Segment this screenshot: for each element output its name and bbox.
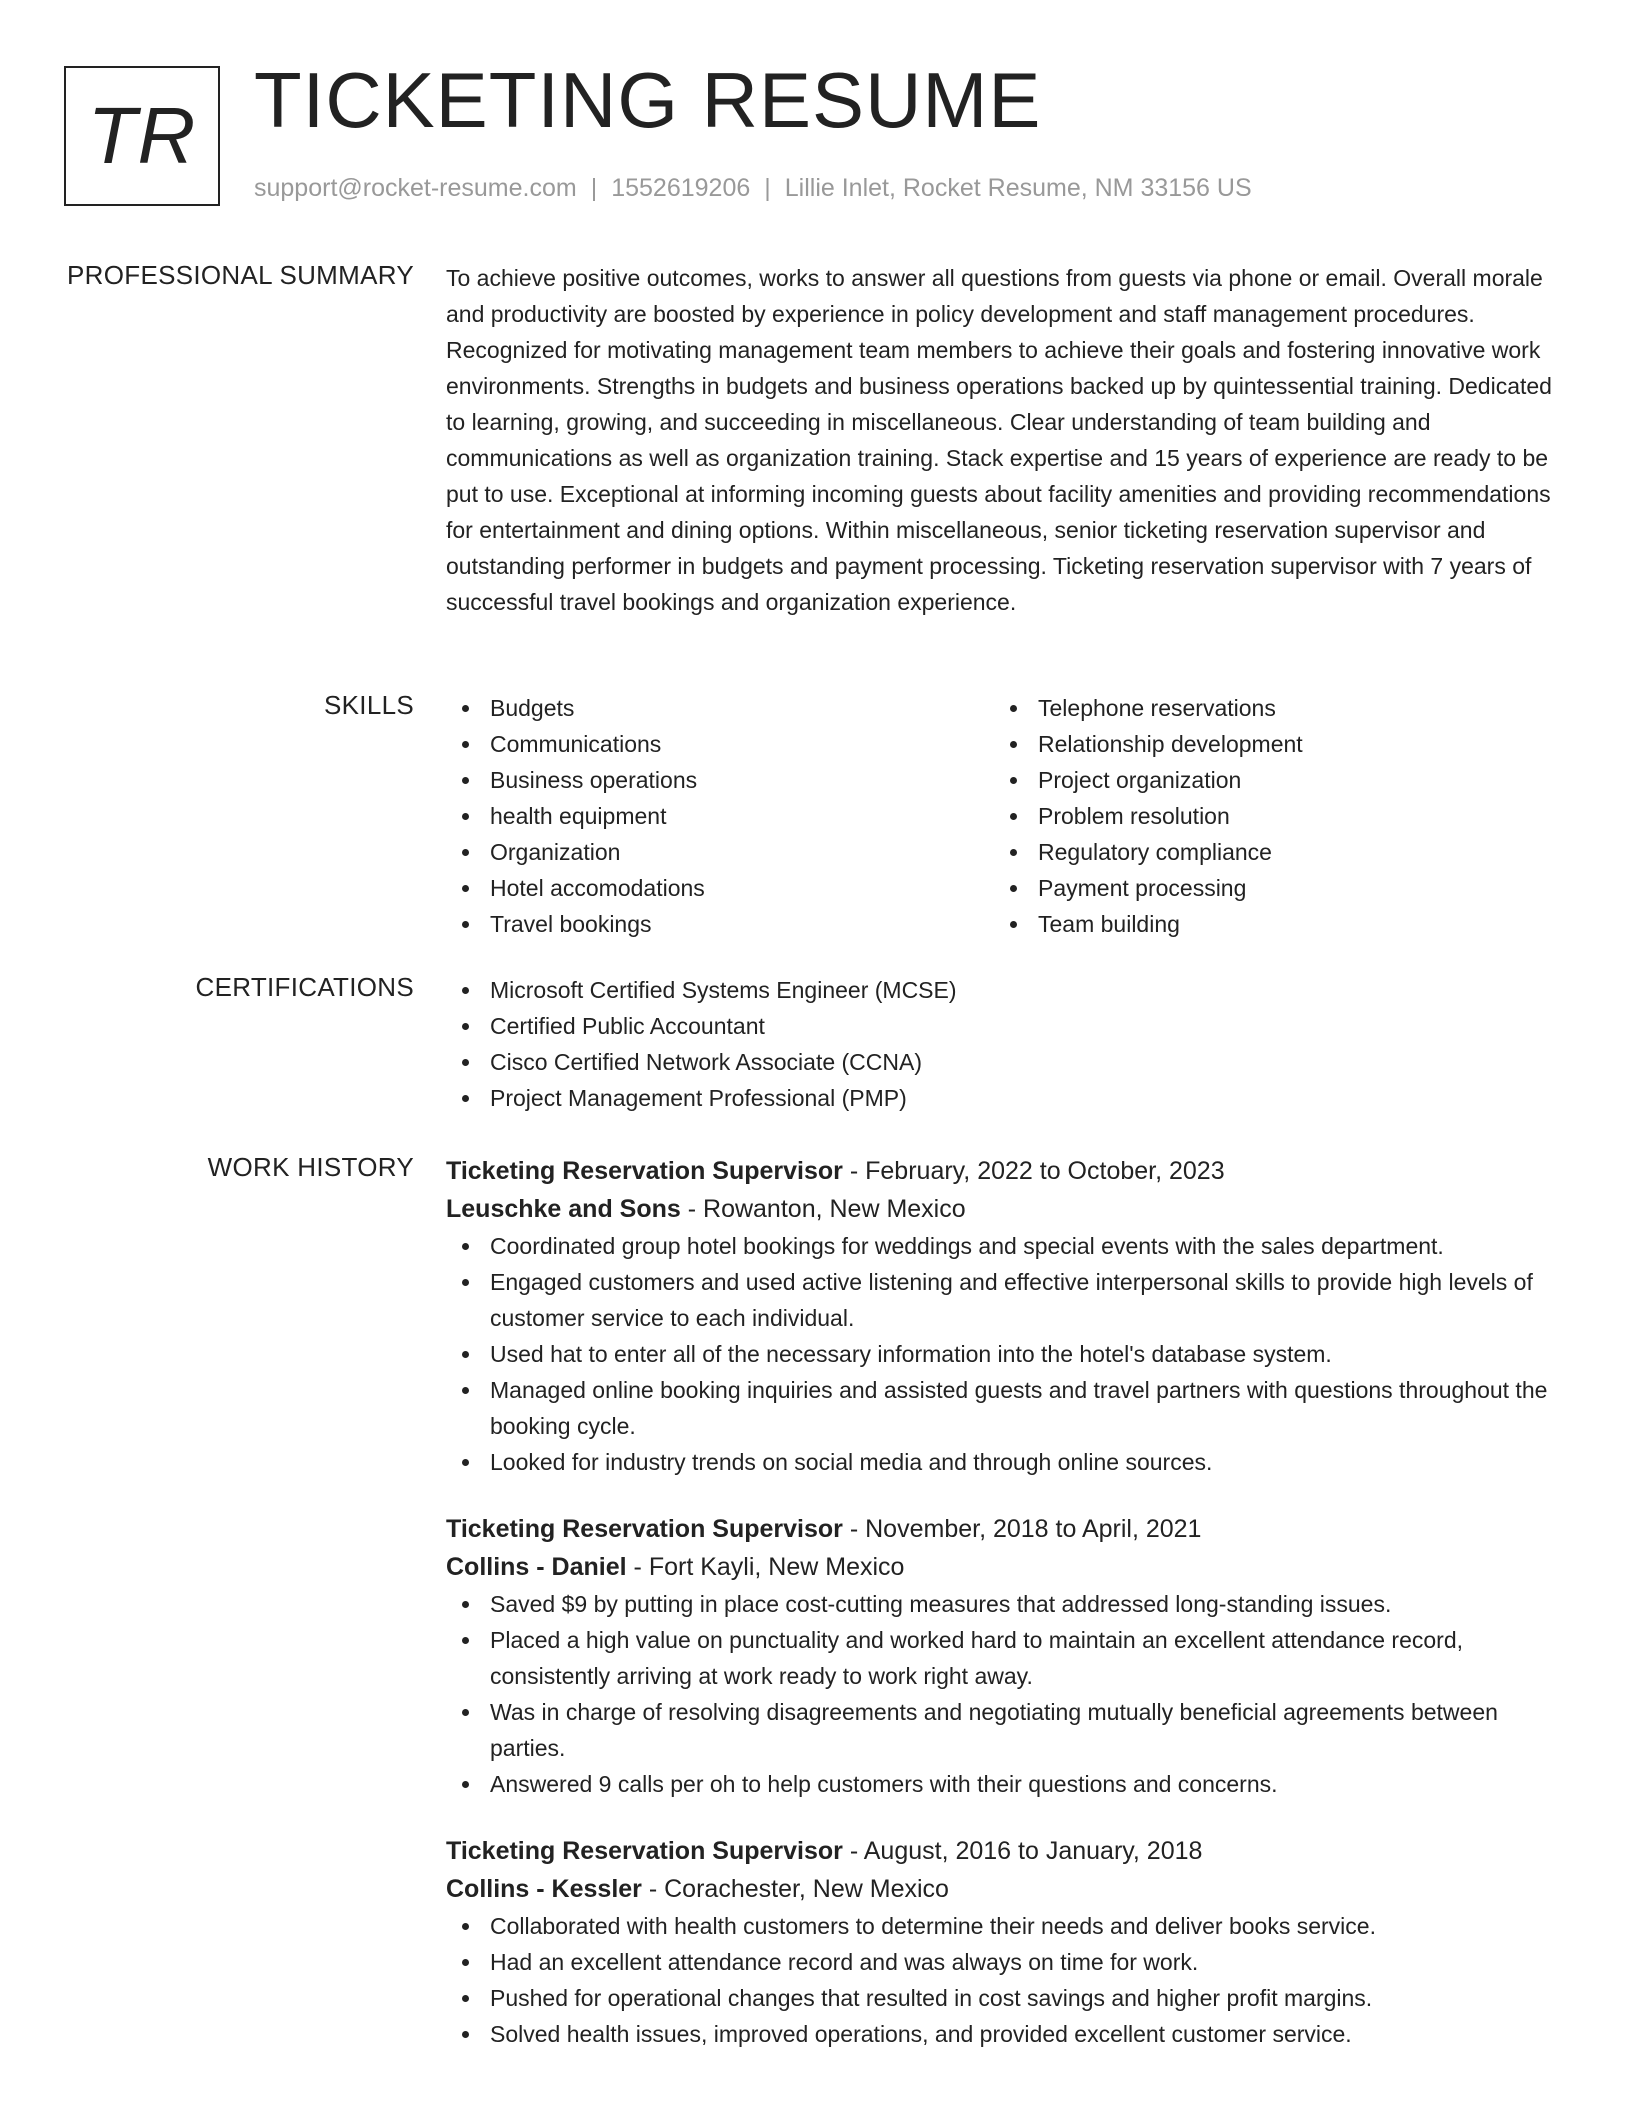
skill-item: Team building — [994, 906, 1542, 942]
skill-item: Business operations — [446, 762, 994, 798]
skill-item: Payment processing — [994, 870, 1542, 906]
job-bullet: Had an excellent attendance record and was always on time for work. — [446, 1944, 1566, 1980]
job-title: Ticketing Reservation Supervisor — [446, 1515, 843, 1543]
job-company: Leuschke and Sons — [446, 1195, 681, 1223]
certification-item: Cisco Certified Network Associate (CCNA) — [446, 1044, 1566, 1080]
job-company: Collins - Kessler — [446, 1875, 642, 1903]
job-dates: - February, 2022 to October, 2023 — [849, 1157, 1225, 1185]
skills-column-left — [446, 690, 994, 942]
job-title: Ticketing Reservation Supervisor — [446, 1837, 843, 1865]
job-entry — [446, 1832, 1566, 2052]
monogram-box — [64, 66, 220, 206]
section-label-certifications: CERTIFICATIONS — [195, 972, 414, 1002]
job-location: - Fort Kayli, New Mexico — [633, 1553, 905, 1581]
skill-item: Problem resolution — [994, 798, 1542, 834]
contact-address: Lillie Inlet, Rocket Resume, NM 33156 US — [784, 174, 1252, 202]
job-company-line — [446, 1870, 1566, 1908]
job-bullet: Coordinated group hotel bookings for weddings and special events with the sales department. — [446, 1228, 1566, 1264]
job-company-line — [446, 1548, 1566, 1586]
job-bullet: Placed a high value on punctuality and worked hard to maintain an excellent attendance record, consistently arriving at work ready to work right away. — [446, 1622, 1566, 1694]
job-bullet: Saved $9 by putting in place cost-cutting measures that addressed long-standing issues. — [446, 1586, 1566, 1622]
certification-item: Certified Public Accountant — [446, 1008, 1566, 1044]
job-entry — [446, 1152, 1566, 1480]
contact-phone: 1552619206 — [611, 174, 751, 202]
job-title-line — [446, 1152, 1566, 1190]
job-dates: - November, 2018 to April, 2021 — [849, 1515, 1202, 1543]
section-label-work-history: WORK HISTORY — [207, 1152, 414, 1182]
skill-item: Budgets — [446, 690, 994, 726]
skills-column-right — [994, 690, 1542, 942]
contact-separator: | — [590, 174, 598, 202]
skill-item: Regulatory compliance — [994, 834, 1542, 870]
summary-text: To achieve positive outcomes, works to answer all questions from guests via phone or email. Overall morale and productivity are boosted by experience in policy development and staff management procedures. Recognized for motivating management team members to achieve their goals and fostering innovative work environments. Strengths in budgets and business operations backed up by quintessential training. Dedicated to learning, growing, and succeeding in miscellaneous. Clear understanding of team building and communications as well as organization training. Stack expertise and 15 years of experience are ready to be put to use. Exceptional at informing incoming guests about facility amenities and providing recommendations for entertainment and dining options. Within miscellaneous, senior ticketing reservation supervisor and outstanding performer in budgets and payment processing. Ticketing reservation supervisor with 7 years of successful travel bookings and organization experience. — [446, 265, 1552, 615]
job-title-line — [446, 1832, 1566, 1870]
contact-separator: | — [764, 174, 771, 202]
job-title: Ticketing Reservation Supervisor — [446, 1157, 843, 1185]
job-dates: - August, 2016 to January, 2018 — [849, 1837, 1203, 1865]
job-bullet: Solved health issues, improved operations, and provided excellent customer service. — [446, 2016, 1566, 2052]
job-location: - Corachester, New Mexico — [648, 1875, 949, 1903]
skill-item: Communications — [446, 726, 994, 762]
job-company-line — [446, 1190, 1566, 1228]
skill-item: Telephone reservations — [994, 690, 1542, 726]
job-title-line — [446, 1510, 1566, 1548]
job-location: - Rowanton, New Mexico — [687, 1195, 966, 1223]
skill-item: Relationship development — [994, 726, 1542, 762]
section-label-skills: SKILLS — [324, 690, 414, 720]
contact-email: support@rocket-resume.com — [254, 174, 577, 202]
resume-title: TICKETING RESUME — [254, 56, 1042, 144]
job-bullet: Used hat to enter all of the necessary information into the hotel's database system. — [446, 1336, 1566, 1372]
skill-item: Project organization — [994, 762, 1542, 798]
skill-item: Organization — [446, 834, 994, 870]
job-entry — [446, 1510, 1566, 1802]
certification-item: Microsoft Certified Systems Engineer (MCSE) — [446, 972, 1566, 1008]
job-bullet: Pushed for operational changes that resulted in cost savings and higher profit margins. — [446, 1980, 1566, 2016]
job-bullet: Looked for industry trends on social media and through online sources. — [446, 1444, 1566, 1480]
skill-item: Travel bookings — [446, 906, 994, 942]
certification-item: Project Management Professional (PMP) — [446, 1080, 1566, 1116]
skill-item: health equipment — [446, 798, 994, 834]
job-bullet: Managed online booking inquiries and assisted guests and travel partners with questions throughout the booking cycle. — [446, 1372, 1566, 1444]
job-bullet: Was in charge of resolving disagreements and negotiating mutually beneficial agreements between parties. — [446, 1694, 1566, 1766]
job-bullet: Engaged customers and used active listening and effective interpersonal skills to provide high levels of customer service to each individual. — [446, 1264, 1566, 1336]
skill-item: Hotel accomodations — [446, 870, 994, 906]
job-company: Collins - Daniel — [446, 1553, 627, 1581]
contact-line — [254, 174, 1252, 203]
section-label-summary: PROFESSIONAL SUMMARY — [67, 260, 414, 290]
job-bullet: Collaborated with health customers to determine their needs and deliver books service. — [446, 1908, 1566, 1944]
job-bullet: Answered 9 calls per oh to help customers with their questions and concerns. — [446, 1766, 1566, 1802]
monogram-initials: TR — [87, 91, 197, 180]
